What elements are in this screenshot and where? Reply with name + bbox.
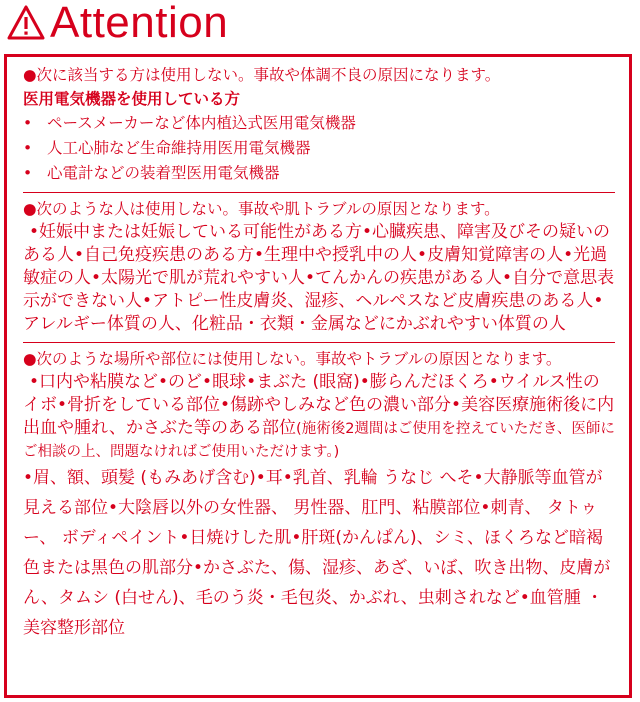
section2-body: •妊娠中または妊娠している可能性がある方•心臓疾患、障害及びその疑いのある人•自己免疫疾患のある方•生理中や授乳中の人•皮膚知覚障害の人•光過敏症の人•太陽光で肌が荒れやすい人•てんかんの疾患がある人•自分で意思表示ができない人•アトピー性皮膚炎、湿疹、ヘルペスなど皮膚疾患のある人•アレルギー体質の人、化粧品・衣類・金属などにかぶれやすい体質の人 [23,222,615,334]
device-list [23,111,615,186]
section3-body2: •眉、額、頭髪 (もみあげ含む)•耳•乳首、乳輪 うなじ へそ•大静脈等血管が見える部位•大陰唇以外の女性器、 男性器、肛門、粘膜部位•刺青、 タトゥー、 ボディペイント•日焼けした肌•肝斑(かんぱん)、シミ、ほくろなど暗褐色または黒色の肌部分•かさぶた、傷、湿疹、あざ、いぼ、吹き出物、皮膚がん、タムシ (白せん)、毛のう炎・毛包炎、かぶれ、虫刺されなど•血管腫 ・美容整形部位 [23,468,611,638]
section3-lead: ●次のような場所や部位には使用しない。事故やトラブルの原因となります。 [23,350,562,368]
bullet: • [23,114,33,132]
page-title: Attention [50,0,229,47]
section1-lead: ●次に該当する方は使用しない。事故や体調不良の原因になります。 [23,66,501,84]
section-medical-devices [23,63,615,193]
bullet: • [23,164,33,182]
section3-note: (施術後2週間はご使用を控えていただき、医師にご相談の上、問題なければご使用いただけます。) [23,421,615,460]
bullet: • [23,139,33,157]
list-item: • 人工心肺など生命維持用医用電気機器 [23,136,615,161]
section2-lead: ●次のような人は使用しない。事故や肌トラブルの原因となります。 [23,200,500,218]
list-item: • ペースメーカーなど体内植込式医用電気機器 [23,111,615,136]
attention-frame [4,54,632,698]
header [6,0,228,46]
section1-subheading: 医用電気機器を使用している方 [23,90,241,108]
section-people [23,193,615,343]
section-body-areas [23,343,615,643]
section3-body1: •口内や粘膜など•のど•眼球•まぶた (眼窩)•膨らんだほくろ•ウイルス性のイボ•骨折をしている部位•傷跡やしみなど色の濃い部分•美容医療施術後に内出血や腫れ、かさぶた等のある部位(施術後2週間はご使用を控えていただき、医師にご相談の上、問題なければご使用いただけます。) [23,372,615,460]
warning-triangle-icon [6,4,46,42]
list-item: • 心電計などの装着型医用電気機器 [23,161,615,186]
